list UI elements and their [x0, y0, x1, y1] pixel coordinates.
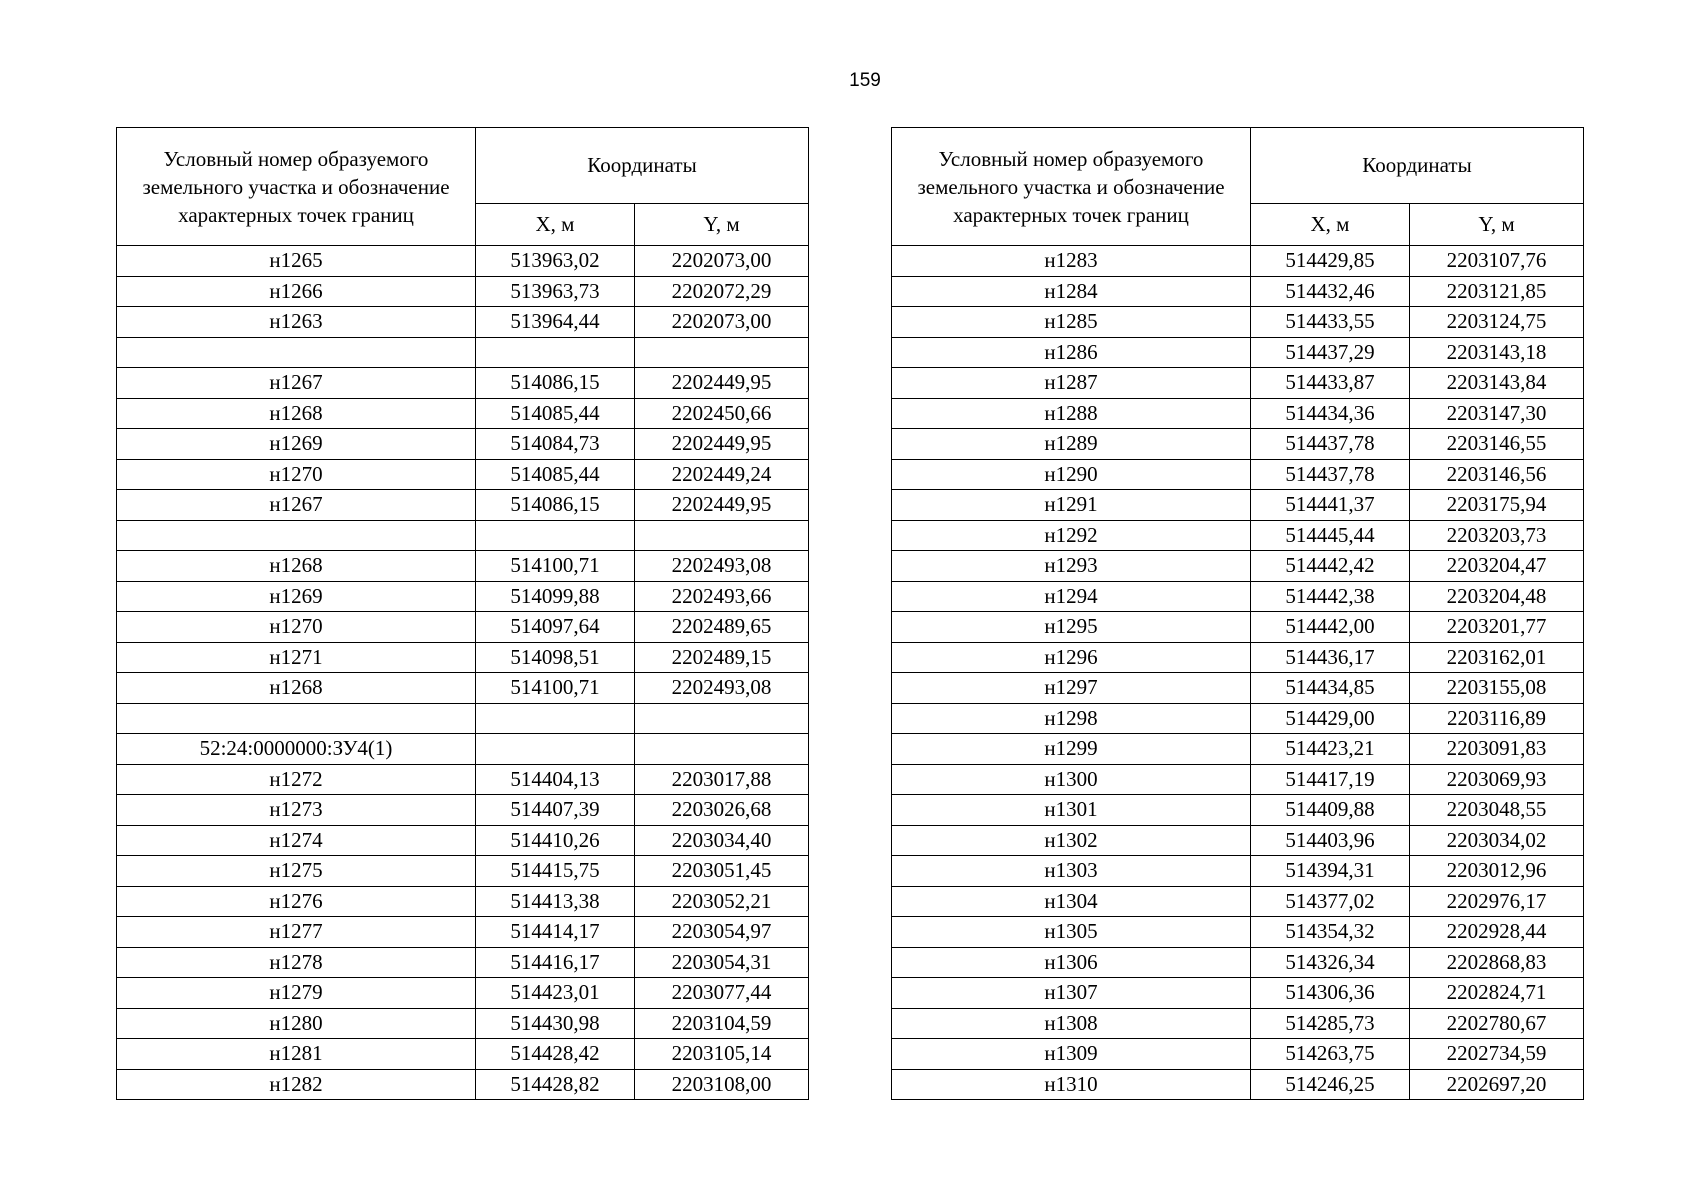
y-column-header: Y, м — [1410, 203, 1584, 245]
y-coordinate-cell: 2203012,96 — [1410, 856, 1584, 887]
y-coordinate-cell: 2203162,01 — [1410, 642, 1584, 673]
table-row — [117, 368, 809, 399]
x-coordinate-cell: 513963,73 — [476, 276, 635, 307]
y-coordinate-cell: 2203201,77 — [1410, 612, 1584, 643]
point-name-cell — [117, 703, 476, 734]
point-name-cell: н1291 — [892, 490, 1251, 521]
point-name-cell: н1297 — [892, 673, 1251, 704]
point-name-cell: н1265 — [117, 246, 476, 277]
table-row — [892, 459, 1584, 490]
x-coordinate-cell — [476, 337, 635, 368]
point-name-cell: н1290 — [892, 459, 1251, 490]
x-coordinate-cell: 514246,25 — [1251, 1069, 1410, 1100]
table-row — [892, 368, 1584, 399]
y-coordinate-cell: 2203048,55 — [1410, 795, 1584, 826]
table-row — [117, 642, 809, 673]
table-row — [117, 551, 809, 582]
x-coordinate-cell: 514429,00 — [1251, 703, 1410, 734]
x-coordinate-cell: 514097,64 — [476, 612, 635, 643]
point-name-cell: н1287 — [892, 368, 1251, 399]
x-coordinate-cell: 514085,44 — [476, 459, 635, 490]
y-coordinate-cell: 2203146,55 — [1410, 429, 1584, 460]
y-coordinate-cell: 2202780,67 — [1410, 1008, 1584, 1039]
y-coordinate-cell: 2203155,08 — [1410, 673, 1584, 704]
table-row — [117, 978, 809, 1009]
table-row — [892, 734, 1584, 765]
x-coordinate-cell: 514415,75 — [476, 856, 635, 887]
table-row — [117, 581, 809, 612]
x-coordinate-cell: 514285,73 — [1251, 1008, 1410, 1039]
point-name-cell: н1268 — [117, 398, 476, 429]
point-name-cell: н1281 — [117, 1039, 476, 1070]
point-name-cell: н1302 — [892, 825, 1251, 856]
y-coordinate-cell: 2202449,95 — [635, 368, 809, 399]
y-coordinate-cell: 2202734,59 — [1410, 1039, 1584, 1070]
table-row — [892, 856, 1584, 887]
x-column-header: X, м — [476, 203, 635, 245]
point-name-cell: н1304 — [892, 886, 1251, 917]
y-coordinate-cell: 2203121,85 — [1410, 276, 1584, 307]
point-name-cell: н1279 — [117, 978, 476, 1009]
x-coordinate-cell: 514414,17 — [476, 917, 635, 948]
x-coordinate-cell: 514442,38 — [1251, 581, 1410, 612]
x-coordinate-cell: 514434,36 — [1251, 398, 1410, 429]
point-name-cell: н1269 — [117, 429, 476, 460]
point-name-cell: н1267 — [117, 368, 476, 399]
table-row — [892, 795, 1584, 826]
table-row — [117, 825, 809, 856]
x-coordinate-cell: 514416,17 — [476, 947, 635, 978]
table-row — [892, 551, 1584, 582]
y-coordinate-cell: 2202928,44 — [1410, 917, 1584, 948]
x-coordinate-cell: 513964,44 — [476, 307, 635, 338]
point-name-cell: н1276 — [117, 886, 476, 917]
point-name-cell — [117, 520, 476, 551]
table-row — [117, 612, 809, 643]
y-coordinate-cell: 2202493,66 — [635, 581, 809, 612]
point-name-cell: н1309 — [892, 1039, 1251, 1070]
x-coordinate-cell: 514086,15 — [476, 490, 635, 521]
x-coordinate-cell: 514394,31 — [1251, 856, 1410, 887]
point-name-cell: н1266 — [117, 276, 476, 307]
table-row — [117, 886, 809, 917]
point-column-header: Условный номер образуемого земельного участка и обозначение характерных точек границ — [892, 128, 1251, 246]
y-coordinate-cell: 2203054,31 — [635, 947, 809, 978]
point-name-cell: 52:24:0000000:ЗУ4(1) — [117, 734, 476, 765]
table-row — [117, 673, 809, 704]
table-row — [892, 246, 1584, 277]
table-row — [117, 276, 809, 307]
point-name-cell: н1274 — [117, 825, 476, 856]
x-coordinate-cell — [476, 734, 635, 765]
y-coordinate-cell: 2203091,83 — [1410, 734, 1584, 765]
x-coordinate-cell: 514437,29 — [1251, 337, 1410, 368]
x-coordinate-cell: 514100,71 — [476, 551, 635, 582]
point-name-cell: н1278 — [117, 947, 476, 978]
y-coordinate-cell: 2202493,08 — [635, 673, 809, 704]
point-name-cell: н1270 — [117, 459, 476, 490]
y-coordinate-cell: 2203143,84 — [1410, 368, 1584, 399]
coordinates-table-right — [891, 127, 1584, 1100]
table-row — [892, 642, 1584, 673]
y-coordinate-cell: 2203147,30 — [1410, 398, 1584, 429]
point-name-cell: н1303 — [892, 856, 1251, 887]
y-coordinate-cell: 2203054,97 — [635, 917, 809, 948]
table-row — [892, 825, 1584, 856]
x-coordinate-cell: 514413,38 — [476, 886, 635, 917]
y-coordinate-cell — [635, 703, 809, 734]
y-coordinate-cell: 2203124,75 — [1410, 307, 1584, 338]
x-coordinate-cell: 514432,46 — [1251, 276, 1410, 307]
coordinates-header: Координаты — [476, 128, 809, 204]
table-row — [117, 856, 809, 887]
y-coordinate-cell — [635, 734, 809, 765]
x-coordinate-cell: 514409,88 — [1251, 795, 1410, 826]
point-name-cell: н1289 — [892, 429, 1251, 460]
y-coordinate-cell: 2203105,14 — [635, 1039, 809, 1070]
point-name-cell: н1300 — [892, 764, 1251, 795]
x-coordinate-cell: 514423,21 — [1251, 734, 1410, 765]
table-row — [892, 581, 1584, 612]
point-name-cell: н1310 — [892, 1069, 1251, 1100]
table-row — [892, 520, 1584, 551]
y-coordinate-cell: 2203104,59 — [635, 1008, 809, 1039]
x-coordinate-cell: 514263,75 — [1251, 1039, 1410, 1070]
y-coordinate-cell: 2203143,18 — [1410, 337, 1584, 368]
y-coordinate-cell: 2203204,48 — [1410, 581, 1584, 612]
page-number: 159 — [849, 70, 881, 91]
y-coordinate-cell: 2202976,17 — [1410, 886, 1584, 917]
point-name-cell: н1272 — [117, 764, 476, 795]
point-name-cell: н1307 — [892, 978, 1251, 1009]
x-coordinate-cell: 514410,26 — [476, 825, 635, 856]
point-name-cell: н1288 — [892, 398, 1251, 429]
point-name-cell: н1263 — [117, 307, 476, 338]
y-coordinate-cell: 2203204,47 — [1410, 551, 1584, 582]
y-coordinate-cell: 2203026,68 — [635, 795, 809, 826]
table-row — [892, 429, 1584, 460]
x-coordinate-cell: 514437,78 — [1251, 429, 1410, 460]
x-coordinate-cell: 514100,71 — [476, 673, 635, 704]
table-row — [892, 673, 1584, 704]
coordinates-table-left — [116, 127, 809, 1100]
point-name-cell: н1298 — [892, 703, 1251, 734]
x-coordinate-cell: 514429,85 — [1251, 246, 1410, 277]
x-coordinate-cell: 514407,39 — [476, 795, 635, 826]
x-coordinate-cell: 514417,19 — [1251, 764, 1410, 795]
table-row — [117, 490, 809, 521]
point-name-cell: н1269 — [117, 581, 476, 612]
x-coordinate-cell: 514442,00 — [1251, 612, 1410, 643]
table-row — [892, 337, 1584, 368]
point-name-cell: н1306 — [892, 947, 1251, 978]
point-name-cell: н1268 — [117, 673, 476, 704]
x-coordinate-cell: 514430,98 — [476, 1008, 635, 1039]
y-coordinate-cell: 2202824,71 — [1410, 978, 1584, 1009]
point-name-cell: н1270 — [117, 612, 476, 643]
table-row — [117, 917, 809, 948]
x-coordinate-cell: 514377,02 — [1251, 886, 1410, 917]
point-name-cell: н1271 — [117, 642, 476, 673]
point-name-cell: н1308 — [892, 1008, 1251, 1039]
table-row — [117, 337, 809, 368]
table-row — [892, 978, 1584, 1009]
x-coordinate-cell — [476, 520, 635, 551]
table-row — [892, 398, 1584, 429]
x-coordinate-cell: 514099,88 — [476, 581, 635, 612]
point-name-cell: н1295 — [892, 612, 1251, 643]
table-row — [117, 795, 809, 826]
table-row — [892, 917, 1584, 948]
y-coordinate-cell: 2203203,73 — [1410, 520, 1584, 551]
y-coordinate-cell: 2202449,24 — [635, 459, 809, 490]
point-name-cell: н1296 — [892, 642, 1251, 673]
y-coordinate-cell: 2202449,95 — [635, 429, 809, 460]
table-row — [892, 947, 1584, 978]
table-row — [117, 764, 809, 795]
table-row — [892, 307, 1584, 338]
table-row — [117, 947, 809, 978]
y-coordinate-cell: 2203034,02 — [1410, 825, 1584, 856]
point-name-cell: н1273 — [117, 795, 476, 826]
table-row — [117, 703, 809, 734]
point-name-cell: н1292 — [892, 520, 1251, 551]
point-name-cell: н1277 — [117, 917, 476, 948]
y-coordinate-cell: 2203017,88 — [635, 764, 809, 795]
table-row — [117, 520, 809, 551]
point-name-cell: н1294 — [892, 581, 1251, 612]
x-coordinate-cell: 514403,96 — [1251, 825, 1410, 856]
y-coordinate-cell — [635, 337, 809, 368]
point-name-cell: н1301 — [892, 795, 1251, 826]
y-coordinate-cell: 2202072,29 — [635, 276, 809, 307]
table-row — [117, 246, 809, 277]
y-coordinate-cell: 2202489,65 — [635, 612, 809, 643]
y-coordinate-cell: 2203175,94 — [1410, 490, 1584, 521]
point-name-cell: н1285 — [892, 307, 1251, 338]
y-coordinate-cell: 2202493,08 — [635, 551, 809, 582]
x-coordinate-cell: 514434,85 — [1251, 673, 1410, 704]
y-coordinate-cell: 2202489,15 — [635, 642, 809, 673]
x-coordinate-cell: 514442,42 — [1251, 551, 1410, 582]
table-row — [892, 764, 1584, 795]
y-coordinate-cell — [635, 520, 809, 551]
y-coordinate-cell: 2203069,93 — [1410, 764, 1584, 795]
table-row — [892, 703, 1584, 734]
point-name-cell: н1283 — [892, 246, 1251, 277]
x-coordinate-cell: 514086,15 — [476, 368, 635, 399]
y-coordinate-cell: 2203052,21 — [635, 886, 809, 917]
point-name-cell: н1275 — [117, 856, 476, 887]
x-coordinate-cell: 514306,36 — [1251, 978, 1410, 1009]
y-coordinate-cell: 2202868,83 — [1410, 947, 1584, 978]
point-name-cell: н1286 — [892, 337, 1251, 368]
coordinates-header: Координаты — [1251, 128, 1584, 204]
point-column-header: Условный номер образуемого земельного участка и обозначение характерных точек границ — [117, 128, 476, 246]
y-coordinate-cell: 2203077,44 — [635, 978, 809, 1009]
y-coordinate-cell: 2203146,56 — [1410, 459, 1584, 490]
y-coordinate-cell: 2203034,40 — [635, 825, 809, 856]
point-name-cell: н1282 — [117, 1069, 476, 1100]
table-row — [117, 734, 809, 765]
table-row — [117, 1008, 809, 1039]
table-row — [892, 886, 1584, 917]
y-coordinate-cell: 2203116,89 — [1410, 703, 1584, 734]
x-coordinate-cell: 514441,37 — [1251, 490, 1410, 521]
x-coordinate-cell: 514085,44 — [476, 398, 635, 429]
table-row — [117, 459, 809, 490]
y-coordinate-cell: 2202449,95 — [635, 490, 809, 521]
table-row — [117, 1039, 809, 1070]
point-name-cell: н1267 — [117, 490, 476, 521]
table-row — [892, 1008, 1584, 1039]
x-coordinate-cell: 514428,42 — [476, 1039, 635, 1070]
table-row — [117, 307, 809, 338]
point-name-cell: н1280 — [117, 1008, 476, 1039]
y-column-header: Y, м — [635, 203, 809, 245]
x-coordinate-cell — [476, 703, 635, 734]
y-coordinate-cell: 2202697,20 — [1410, 1069, 1584, 1100]
x-coordinate-cell: 514423,01 — [476, 978, 635, 1009]
point-name-cell: н1299 — [892, 734, 1251, 765]
x-coordinate-cell: 514354,32 — [1251, 917, 1410, 948]
x-coordinate-cell: 513963,02 — [476, 246, 635, 277]
table-row — [892, 1069, 1584, 1100]
x-coordinate-cell: 514433,55 — [1251, 307, 1410, 338]
table-row — [117, 398, 809, 429]
x-column-header: X, м — [1251, 203, 1410, 245]
x-coordinate-cell: 514404,13 — [476, 764, 635, 795]
table-row — [892, 612, 1584, 643]
point-name-cell — [117, 337, 476, 368]
x-coordinate-cell: 514433,87 — [1251, 368, 1410, 399]
table-row — [892, 1039, 1584, 1070]
table-row — [117, 429, 809, 460]
point-name-cell: н1293 — [892, 551, 1251, 582]
y-coordinate-cell: 2202073,00 — [635, 307, 809, 338]
y-coordinate-cell: 2202073,00 — [635, 246, 809, 277]
x-coordinate-cell: 514436,17 — [1251, 642, 1410, 673]
point-name-cell: н1268 — [117, 551, 476, 582]
y-coordinate-cell: 2202450,66 — [635, 398, 809, 429]
table-row — [892, 490, 1584, 521]
y-coordinate-cell: 2203107,76 — [1410, 246, 1584, 277]
point-name-cell: н1284 — [892, 276, 1251, 307]
x-coordinate-cell: 514098,51 — [476, 642, 635, 673]
table-row — [892, 276, 1584, 307]
x-coordinate-cell: 514428,82 — [476, 1069, 635, 1100]
y-coordinate-cell: 2203108,00 — [635, 1069, 809, 1100]
x-coordinate-cell: 514445,44 — [1251, 520, 1410, 551]
x-coordinate-cell: 514084,73 — [476, 429, 635, 460]
y-coordinate-cell: 2203051,45 — [635, 856, 809, 887]
x-coordinate-cell: 514326,34 — [1251, 947, 1410, 978]
table-row — [117, 1069, 809, 1100]
x-coordinate-cell: 514437,78 — [1251, 459, 1410, 490]
point-name-cell: н1305 — [892, 917, 1251, 948]
